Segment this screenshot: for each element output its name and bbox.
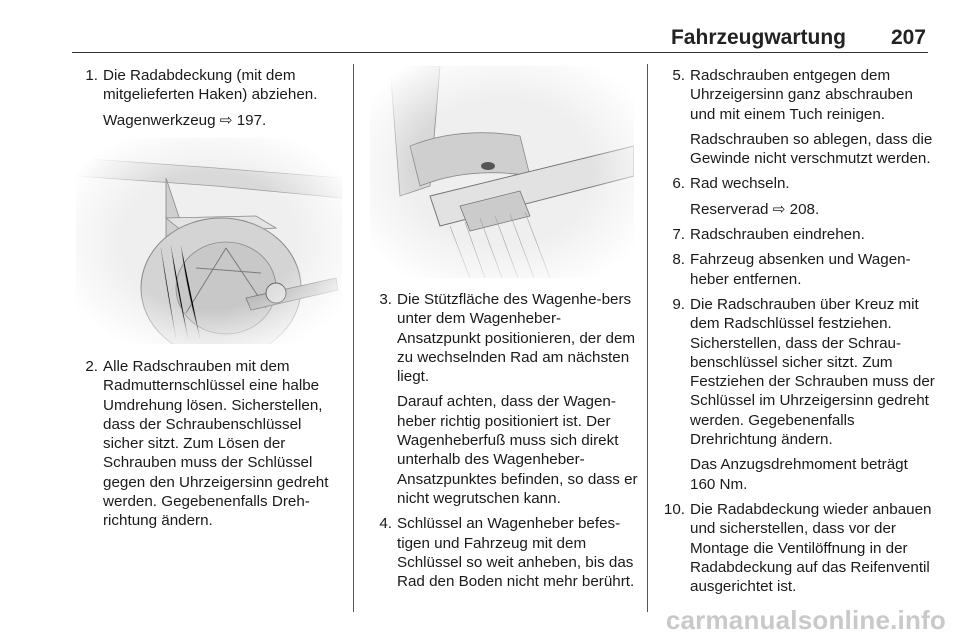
step-8 bbox=[663, 250, 935, 289]
column-1 bbox=[76, 66, 344, 136]
step-text: Radschrauben eindrehen. bbox=[690, 226, 865, 244]
column-3 bbox=[663, 66, 935, 602]
section-title: Fahrzeugwartung bbox=[670, 26, 846, 49]
step-5 bbox=[663, 66, 935, 124]
jack-point-illustration bbox=[370, 66, 634, 278]
step-1 bbox=[76, 66, 344, 105]
header-rule bbox=[72, 52, 928, 53]
step-4 bbox=[370, 514, 638, 591]
tool-reference: Wagenwerkzeug ⇨ 197. bbox=[103, 111, 267, 129]
step-number: 5. bbox=[672, 67, 685, 84]
watermark: carmanualsonline.info bbox=[665, 605, 946, 635]
step-3 bbox=[370, 290, 638, 386]
step-number: 7. bbox=[672, 226, 685, 244]
step-7 bbox=[663, 225, 935, 244]
column-1-lower bbox=[76, 357, 344, 537]
step-text: Die Radschrauben über Kreuz mit dem Radschlüssel festziehen. Sicherstellen, dass der Schrau-benschlüssel sicher sitzt. Zum Festziehen der Schrauben muss der Schlüssel im Uhrzeigersinn gedreht werden. Gegebenenfalls Drehrichtung ändern. bbox=[690, 295, 935, 449]
step-text: Radschrauben entgegen dem Uhrzeigersinn ganz abschrauben und mit einem Tuch reinigen. bbox=[690, 67, 913, 123]
wheel-cover-illustration bbox=[76, 138, 342, 344]
step-10 bbox=[663, 500, 935, 596]
step-number: 6. bbox=[672, 175, 685, 193]
step-text: Die Stützfläche des Wagenhe-bers unter dem Wagenheber-Ansatzpunkt positionieren, der dem zu wechselnden Rad am nächsten liegt. bbox=[397, 291, 636, 386]
step-3-note: Darauf achten, dass der Wagen-heber richtig positioniert ist. Der Wagenheberfuß muss sich direkt unterhalb des Wagenheber-Ansatzpunktes befinden, so dass er nicht wegrutschen kann. bbox=[397, 393, 638, 507]
step-number: 1. bbox=[85, 67, 98, 84]
page-number: 207 bbox=[890, 26, 926, 49]
step-text: Die Radabdeckung (mit dem mitgelieferten Haken) abziehen. bbox=[103, 67, 318, 104]
step-6 bbox=[663, 174, 935, 193]
step-5-note: Radschrauben so ablegen, dass die Gewinde nicht verschmutzt werden. bbox=[690, 130, 933, 168]
column-divider-1 bbox=[353, 64, 354, 612]
column-divider-2 bbox=[647, 64, 648, 612]
page-header bbox=[72, 22, 928, 52]
step-9 bbox=[663, 295, 935, 449]
spare-wheel-reference: Reserverad ⇨ 208. bbox=[690, 200, 820, 218]
torque-note: Das Anzugsdrehmoment beträgt 160 Nm. bbox=[690, 456, 908, 493]
step-2 bbox=[76, 357, 344, 531]
column-2 bbox=[370, 290, 638, 597]
step-number: 4. bbox=[379, 515, 392, 533]
step-number: 8. bbox=[672, 251, 685, 269]
step-text: Rad wechseln. bbox=[690, 175, 790, 193]
step-number: 10. bbox=[663, 500, 685, 518]
step-text: Schlüssel an Wagenheber befes-tigen und Fahrzeug mit dem Schlüssel so weit anheben, bis das Rad den Boden nicht mehr berührt. bbox=[397, 515, 635, 591]
step-number: 3. bbox=[379, 291, 392, 308]
step-text: Alle Radschrauben mit dem Radmutternschlüssel eine halbe Umdrehung lösen. Sicherstellen, dass der Schraubenschlüssel sicher sitzt. Zum Lösen der Schrauben muss der Schlüssel gegen den Uhrzeigersinn gedreht werden. Gegebenenfalls Dreh-richtung ändern. bbox=[103, 358, 329, 530]
step-text: Die Radabdeckung wieder anbauen und sicherstellen, dass vor der Montage die Ventilöffnung in der Radabdeckung auf das Reifenventil ausgerichtet ist. bbox=[690, 500, 932, 596]
step-number: 2. bbox=[85, 358, 98, 375]
step-text: Fahrzeug absenken und Wagen-heber entfernen. bbox=[690, 251, 911, 288]
step-number: 9. bbox=[672, 295, 685, 313]
